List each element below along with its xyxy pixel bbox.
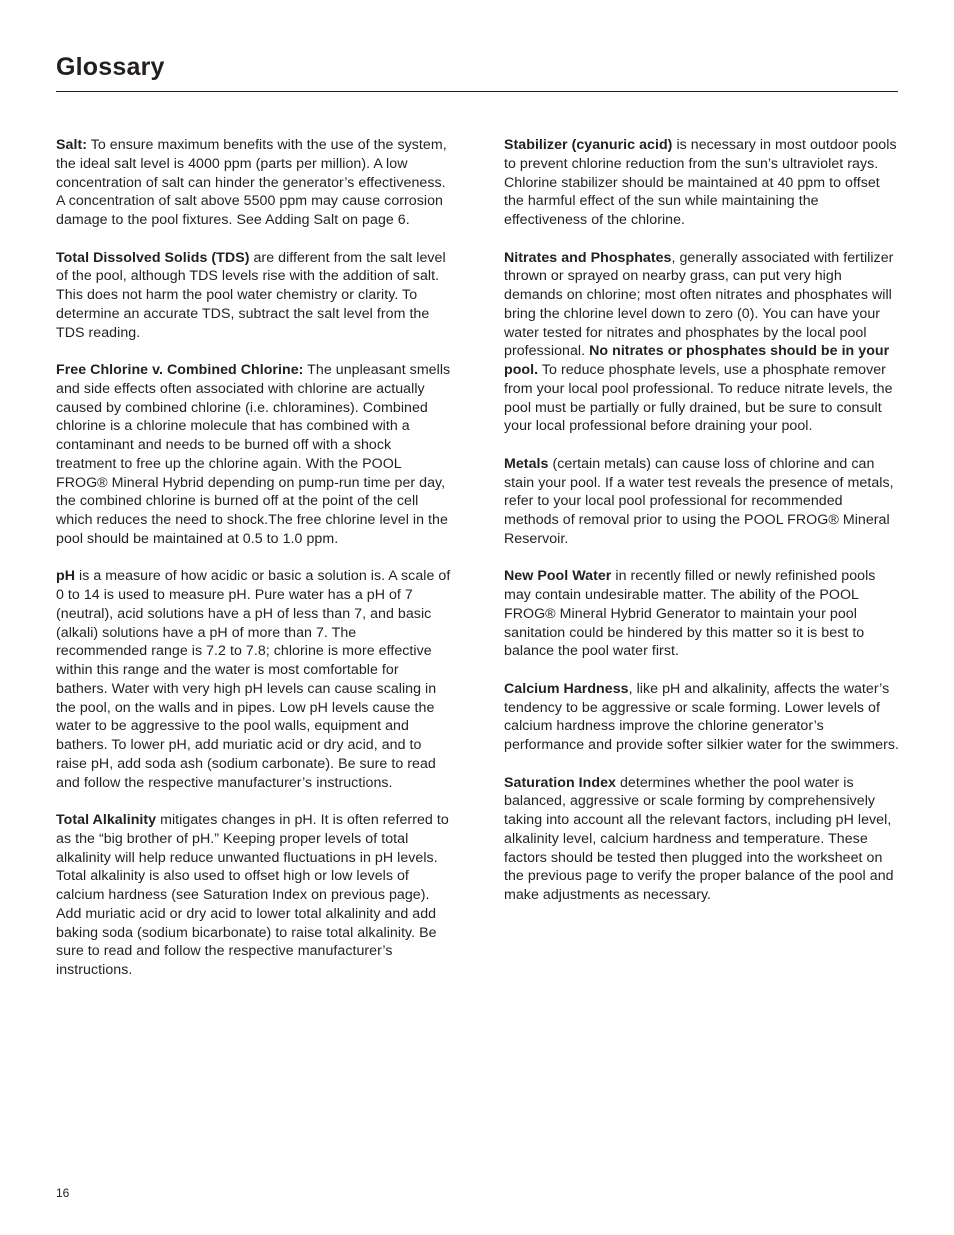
- left-column: [56, 136, 451, 999]
- glossary-definition: is a measure of how acidic or basic a solution is. A scale of 0 to 14 is used to measure pH. Pure water has a pH of 7 (neutral), acid solutions have a pH of less than 7, and basic (alkali) solutions have a pH of more than 7. The recommended range is 7.2 to 7.8; chlorine is more effective within this range and the water is most comfortable for bathers. Water with very high pH levels can cause scaling in the pool, on the walls and in pipes. Low pH levels cause the water to be aggressive to the pool walls, equipment and bathers. To lower pH, add muriatic acid or dry acid, and to raise pH, add soda ash (sodium carbonate). Be sure to read and follow the respective manufacturer’s instructions.: [56, 568, 451, 791]
- glossary-entry-free-chlorine: [56, 361, 451, 549]
- glossary-warning: No nitrates or phosphates should be in your pool.: [504, 343, 890, 378]
- glossary-entry-salt: [56, 136, 451, 230]
- glossary-entry-tds: [56, 249, 451, 343]
- glossary-entry-metals: [504, 455, 900, 549]
- glossary-definition: determines whether the pool water is balanced, aggressive or scale forming by comprehensively taking into account all the relevant factors, including pH level, alkalinity level, calcium hardness and temperature. These factors should be tested then plugged into the worksheet on the previous page to verify the proper balance of the pool and make adjustments as necessary.: [504, 774, 894, 903]
- glossary-definition: (certain metals) can cause loss of chlorine and can stain your pool. If a water test reveals the presence of metals, refer to your local pool professional for recommended methods of removal prior to using the POOL FROG® Mineral Reservoir.: [504, 455, 894, 547]
- page-title: Glossary: [56, 53, 165, 81]
- right-column: [504, 136, 900, 924]
- glossary-definition: To ensure maximum benefits with the use of the system, the ideal salt level is 4000 ppm (parts per million). A low concentration of salt can hinder the generator’s effectiveness. A concentration of salt above 5500 ppm may cause corrosion damage to the pool fixtures. See Adding Salt on page 6.: [56, 137, 447, 228]
- glossary-term: Nitrates and Phosphates: [504, 249, 672, 266]
- page-number: 16: [56, 1186, 70, 1200]
- glossary-definition: , like pH and alkalinity, affects the water’s tendency to be aggressive or scale forming. Lower levels of calcium hardness improve the chlorine generator’s performance and provide softer silkier water for the swimmers.: [504, 680, 899, 753]
- glossary-term: New Pool Water: [504, 568, 612, 585]
- glossary-term: Free Chlorine v. Combined Chlorine:: [56, 362, 304, 378]
- glossary-term: Total Dissolved Solids (TDS): [56, 249, 250, 266]
- glossary-term: Calcium Hardness: [504, 680, 629, 697]
- title-divider: [56, 91, 898, 92]
- glossary-entry-saturation-index: [504, 774, 900, 905]
- glossary-definition: The unpleasant smells and side effects often associated with chlorine are actually caused by combined chlorine (i.e. chloramines). Combined chlorine is a chlorine molecule that has combined with a contaminant and needs to be burned off with a shock treatment to free up the chlorine again. With the POOL FROG® Mineral Hybrid depending on pump-run time per day, the combined chlorine is burned off at the point of the cell which reduces the need to shock.The free chlorine level in the pool should be maintained at 0.5 to 1.0 ppm.: [56, 362, 451, 547]
- glossary-definition: is necessary in most outdoor pools to prevent chlorine reduction from the sun’s ultraviolet rays. Chlorine stabilizer should be maintained at 40 ppm to offset the harmful effect of the sun while maintaining the effectiveness of the chlorine.: [504, 137, 897, 228]
- glossary-definition-continued: To reduce phosphate levels, use a phosphate remover from your local pool professional. To reduce nitrate levels, the pool must be partially or fully drained, but be sure to consult your local professional before draining your pool.: [504, 362, 893, 435]
- glossary-entry-nitrates-phosphates: [504, 249, 900, 437]
- glossary-entry-stabilizer: [504, 136, 900, 230]
- glossary-definition: , generally associated with fertilizer thrown or sprayed on nearby grass, can put very high demands on chlorine; most often nitrates and phosphates will bring the chlorine level down to zero (0). You can have your water tested for nitrates and phosphates by the local pool professional.: [504, 249, 894, 360]
- glossary-definition: mitigates changes in pH. It is often referred to as the “big brother of pH.” Keeping proper levels of total alkalinity will help reduce unwanted fluctuations in pH levels. Total alkalinity is also used to offset high or low levels of calcium hardness (see Saturation Index on previous page). Add muriatic acid or dry acid to lower total alkalinity and add baking soda (sodium bicarbonate) to raise total alkalinity. Be sure to read and follow the respective manufacturer’s instructions.: [56, 812, 449, 978]
- glossary-definition: are different from the salt level of the pool, although TDS levels rise with the addition of salt. This does not harm the pool water chemistry or clarity. To determine an accurate TDS, subtract the salt level from the TDS reading.: [56, 249, 446, 341]
- glossary-entry-total-alkalinity: [56, 811, 451, 980]
- glossary-term: Metals: [504, 455, 549, 472]
- glossary-entry-new-pool-water: [504, 567, 900, 661]
- glossary-term: Stabilizer (cyanuric acid): [504, 137, 673, 153]
- glossary-term: Total Alkalinity: [56, 812, 157, 828]
- glossary-term: Saturation Index: [504, 774, 616, 791]
- glossary-term: pH: [56, 568, 76, 585]
- glossary-definition: in recently filled or newly refinished pools may contain undesirable matter. The ability of the POOL FROG® Mineral Hybrid Generator to maintain your pool sanitation could be hindered by this matter so it is best to balance the pool water first.: [504, 568, 876, 660]
- glossary-entry-ph: [56, 567, 451, 792]
- glossary-entry-calcium-hardness: [504, 680, 900, 755]
- glossary-term: Salt:: [56, 137, 87, 153]
